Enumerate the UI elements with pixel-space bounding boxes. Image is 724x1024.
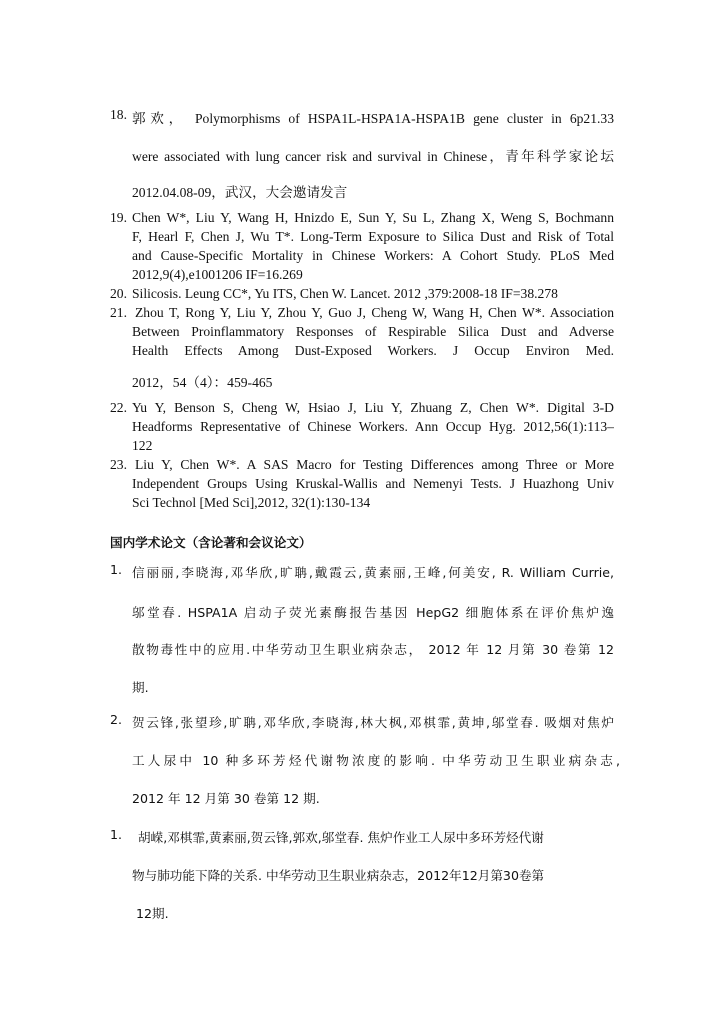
paper-line: 贺云锋,张望珍,旷聃,邓华欣,李晓海,林大枫,邓棋霏,黄坤,邬堂春. 吸烟对焦炉 <box>132 715 614 730</box>
paper-line: 信丽丽,李晓海,邓华欣,旷聃,戴霞云,黄素丽,王峰,何美安, R. William Currie, <box>132 565 614 580</box>
paper-line: 期. <box>132 680 149 695</box>
reference-line: F, Hearl F, Chen J, Wu T*. Long-Term Exposure to Silica Dust and Risk of Total <box>132 229 614 244</box>
reference-number: 21. <box>110 305 127 320</box>
reference-line: Chen W*, Liu Y, Wang H, Hnizdo E, Sun Y, Su L, Zhang X, Weng S, Bochmann <box>132 210 614 225</box>
reference-line: Independent Groups Using Kruskal-Wallis and Nemenyi Tests. J Huazhong Univ <box>132 476 614 491</box>
reference-number: 23. <box>110 457 127 472</box>
paper-line: 工人尿中 10 种多环芳烃代谢物浓度的影响. 中华劳动卫生职业病杂志, <box>132 753 620 768</box>
reference-line: 2012，54（4）：459-465 <box>132 375 273 390</box>
reference-line: 2012,9(4),e1001206 IF=16.269 <box>132 267 303 282</box>
reference-line: Between Proinflammatory Responses of Respirable Silica Dust and Adverse <box>132 324 614 339</box>
reference-number: 18. <box>110 107 127 122</box>
paper-line: 邬堂春. HSPA1A 启动子荧光素酶报告基因 HepG2 细胞体系在评价焦炉逸 <box>132 605 614 620</box>
reference-line: Zhou T, Rong Y, Liu Y, Zhou Y, Guo J, Cheng W, Wang H, Chen W*. Association <box>135 305 614 320</box>
reference-number: 22. <box>110 400 127 415</box>
reference-line: 122 <box>132 438 153 453</box>
reference-line: 郭欢， Polymorphisms of HSPA1L-HSPA1A-HSPA1B gene cluster in 6p21.33 <box>132 111 614 126</box>
reference-line: Sci Technol [Med Sci],2012, 32(1):130-134 <box>132 495 371 510</box>
paper-number: 1. <box>110 827 123 842</box>
paper-line: 12期. <box>136 906 169 921</box>
reference-line: Yu Y, Benson S, Cheng W, Hsiao J, Liu Y, Zhuang Z, Chen W*. Digital 3-D <box>132 400 614 415</box>
reference-line: were associated with lung cancer risk and survival in Chinese，青年科学家论坛 <box>132 149 614 164</box>
reference-number: 20. <box>110 286 127 301</box>
reference-number: 19. <box>110 210 127 225</box>
section-heading: 国内学术论文（含论著和会议论文） <box>110 535 312 550</box>
reference-line: Liu Y, Chen W*. A SAS Macro for Testing Differences among Three or More <box>135 457 614 472</box>
reference-line: Headforms Representative of Chinese Workers. Ann Occup Hyg. 2012,56(1):113– <box>132 419 614 434</box>
reference-line: 2012.04.08-09，武汉，大会邀请发言 <box>132 185 348 200</box>
paper-number: 2. <box>110 712 123 727</box>
paper-line: 物与肺功能下降的关系. 中华劳动卫生职业病杂志，2012年12月第30卷第 <box>132 868 545 883</box>
paper-line: 胡嵘,邓棋霏,黄素丽,贺云锋,郭欢,邬堂春. 焦炉作业工人尿中多环芳烃代谢 <box>138 830 544 845</box>
paper-line: 2012 年 12 月第 30 卷第 12 期. <box>132 791 320 806</box>
reference-line: Silicosis. Leung CC*, Yu ITS, Chen W. Lancet. 2012 ,379:2008-18 IF=38.278 <box>132 286 558 301</box>
reference-line: and Cause-Specific Mortality in Chinese Workers: A Cohort Study. PLoS Med <box>132 248 614 263</box>
reference-line: Health Effects Among Dust-Exposed Workers. J Occup Environ Med. <box>132 343 614 358</box>
paper-line: 散物毒性中的应用.中华劳动卫生职业病杂志， 2012 年 12 月第 30 卷第 12 <box>132 642 614 657</box>
paper-number: 1. <box>110 562 123 577</box>
